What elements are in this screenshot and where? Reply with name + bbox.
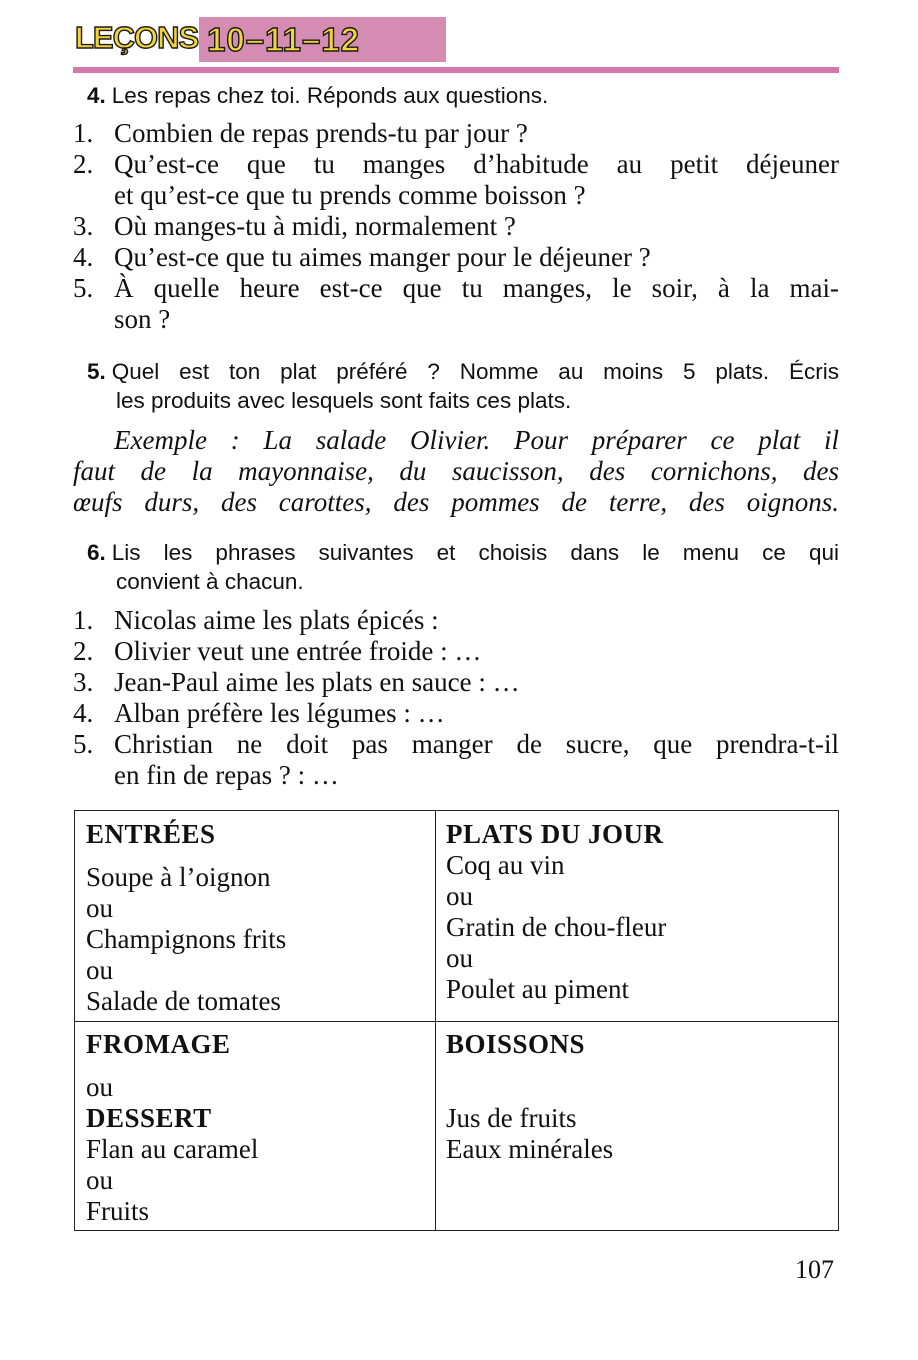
menu-item: Jus de fruits [446, 1103, 577, 1133]
exercise-4-questions [73, 118, 839, 335]
list-item [73, 698, 839, 729]
item-number: 2. [73, 149, 94, 179]
list-item [73, 242, 839, 273]
lessons-header [73, 14, 839, 66]
menu-item: ou [446, 881, 473, 911]
item-text: Combien de repas prends-tu par jour ? [114, 118, 528, 148]
menu-heading-plats: PLATS DU JOUR [446, 819, 664, 849]
menu-item: Soupe à l’oignon [86, 862, 271, 892]
list-item [73, 118, 839, 149]
table-row-divider [75, 1021, 838, 1022]
example-line: œufs durs, des carottes, des pommes de terre, des oignons. [73, 487, 839, 517]
exercise-5-instruction [87, 357, 839, 415]
instruction-line [87, 357, 839, 386]
page-number: 107 [795, 1255, 834, 1284]
menu-item: ou [86, 955, 113, 985]
menu-item: ou [86, 893, 113, 923]
instruction-text: Lis les phrases suivantes et choisis dans le menu ce qui [111, 540, 839, 565]
list-item [73, 729, 839, 791]
item-text: À quelle heure est-ce que tu manges, le soir, à la mai- [114, 273, 839, 303]
menu-item: ou [446, 943, 473, 973]
item-number: 3. [73, 667, 94, 697]
example-line: Exemple : La salade Olivier. Pour préparer ce plat il [114, 425, 839, 455]
item-number: 4. [73, 242, 94, 272]
menu-item: Champignons frits [86, 924, 287, 954]
item-text: Nicolas aime les plats épicés : [114, 605, 439, 635]
menu-item: Coq au vin [446, 850, 565, 880]
example-line: faut de la mayonnaise, du saucisson, des cornichons, des [73, 456, 839, 486]
item-number: 3. [73, 211, 94, 241]
header-divider [73, 67, 839, 73]
menu-item: Poulet au piment [446, 974, 629, 1004]
item-number: 5. [73, 273, 94, 303]
lessons-label: LEÇONS [75, 20, 199, 55]
item-text: Olivier veut une entrée froide : … [114, 636, 482, 666]
instruction-text: convient à chacun. [116, 569, 304, 594]
menu-item: Fruits [86, 1196, 150, 1226]
item-number: 1. [73, 605, 94, 635]
exercise-number: 6. [87, 540, 106, 565]
instruction-line [87, 538, 839, 567]
menu-heading-dessert: DESSERT [86, 1103, 212, 1133]
item-text: Alban préfère les légumes : … [114, 698, 445, 728]
item-text: son ? [114, 304, 171, 334]
item-text: Où manges-tu à midi, normalement ? [114, 211, 516, 241]
menu-cell-plats [446, 819, 666, 1005]
menu-heading-boissons: BOISSONS [446, 1029, 586, 1059]
instruction-text: les produits avec lesquels sont faits ces plats. [116, 388, 572, 413]
exercise-4-instruction [87, 81, 548, 110]
menu-item: Salade de tomates [86, 986, 281, 1016]
menu-table [74, 810, 839, 1231]
list-item [73, 636, 839, 667]
list-item [73, 149, 839, 211]
item-text: Jean-Paul aime les plats en sauce : … [114, 667, 520, 697]
instruction-text: Les repas chez toi. Réponds aux questions. [111, 83, 549, 108]
exercise-5-example [73, 425, 839, 518]
item-text: Qu’est-ce que tu aimes manger pour le déjeuner ? [114, 242, 651, 272]
item-text: Qu’est-ce que tu manges d’habitude au petit déjeuner [114, 149, 839, 179]
menu-item: Eaux minérales [446, 1134, 614, 1164]
menu-item: ou [86, 1072, 113, 1102]
menu-item: Flan au caramel [86, 1134, 259, 1164]
menu-cell-fromage-dessert [86, 1029, 258, 1227]
list-item [73, 211, 839, 242]
menu-item: ou [86, 1165, 113, 1195]
exercise-number: 5. [87, 359, 106, 384]
menu-heading-entrees: ENTRÉES [86, 819, 216, 849]
menu-cell-entrees [86, 819, 286, 1017]
lessons-numbers: 10–11–12 [207, 21, 361, 58]
instruction-text: Quel est ton plat préféré ? Nomme au moins 5 plats. Écris [111, 359, 839, 384]
list-item [73, 605, 839, 636]
item-text: en fin de repas ? : … [114, 760, 339, 790]
menu-heading-fromage: FROMAGE [86, 1029, 231, 1059]
exercise-6-instruction [87, 538, 839, 596]
exercise-6-items [73, 605, 839, 791]
item-number: 2. [73, 636, 94, 666]
item-number: 1. [73, 118, 94, 148]
exercise-number: 4. [87, 83, 106, 108]
menu-item: Gratin de chou-fleur [446, 912, 667, 942]
item-text: et qu’est-ce que tu prends comme boisson ? [114, 180, 586, 210]
item-number: 4. [73, 698, 94, 728]
item-number: 5. [73, 729, 94, 759]
list-item [73, 667, 839, 698]
list-item [73, 273, 839, 335]
menu-cell-boissons [446, 1029, 613, 1165]
item-text: Christian ne doit pas manger de sucre, que prendra-t-il [114, 729, 839, 759]
